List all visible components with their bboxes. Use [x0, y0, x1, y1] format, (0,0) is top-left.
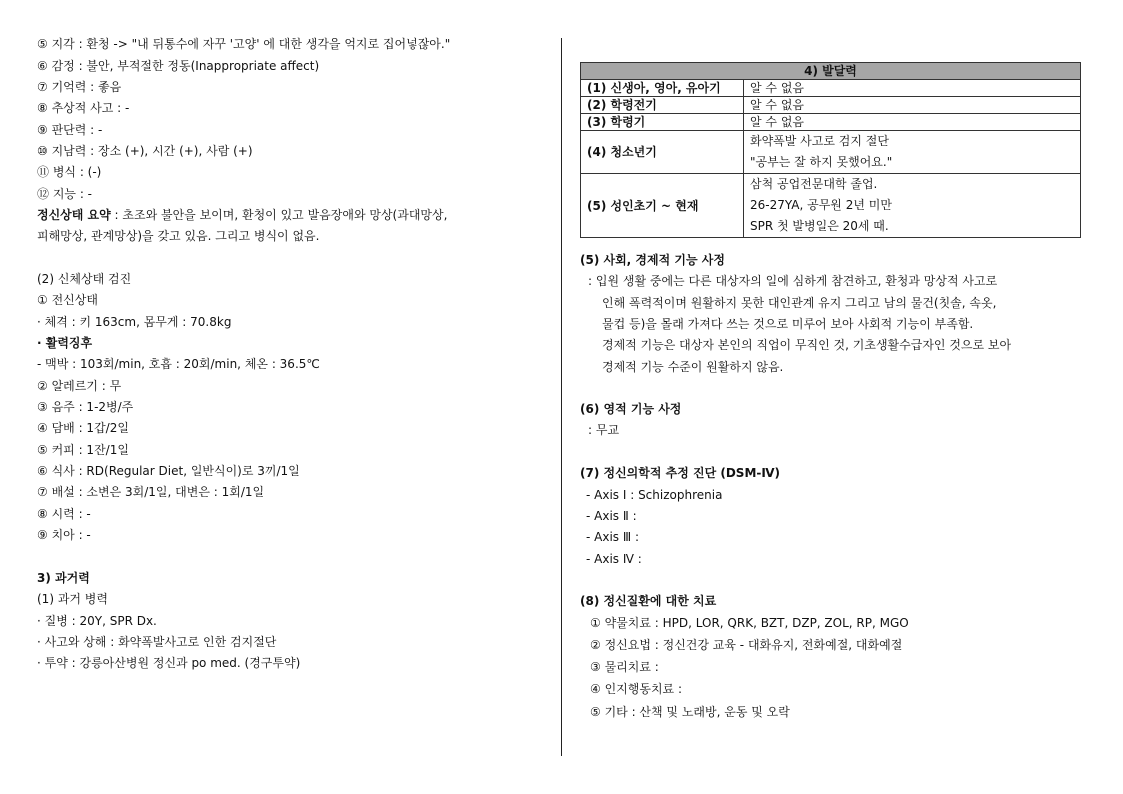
stage-label: (5) 성인초기 ~ 현재	[581, 174, 744, 238]
mental-summary-cont: 피해망상, 관계망상)을 갖고 있음. 그리고 병식이 없음.	[37, 229, 320, 243]
dsm-axis: - Axis Ⅲ :	[586, 530, 639, 544]
dsm-axis: - Axis Ⅱ :	[586, 509, 637, 523]
history-item: · 투약 : 강릉아산병원 정신과 po med. (경구투약)	[37, 656, 301, 670]
development-title: 4) 발달력	[581, 63, 1081, 80]
treatment-item: ⑤ 기타 : 산책 및 노래방, 운동 및 오락	[590, 705, 790, 719]
stage-value: 알 수 없음	[744, 97, 1081, 114]
physical-item: - 맥박 : 103회/min, 호흡 : 20회/min, 체온 : 36.5℃	[37, 357, 320, 371]
column-divider	[561, 38, 562, 756]
spiritual-text: : 무교	[588, 423, 620, 437]
stage-value-line: 26-27YA, 공무원 2년 미만	[750, 198, 892, 212]
mental-item: ⑪ 병식 : (-)	[37, 165, 102, 179]
physical-item: · 체격 : 키 163cm, 몸무게 : 70.8kg	[37, 315, 232, 329]
history-heading: 3) 과거력	[37, 571, 90, 585]
social-text: 경제적 기능은 대상자 본인의 직업이 무직인 것, 기초생활수급자인 것으로 보아	[602, 338, 1012, 352]
table-row	[581, 174, 1081, 238]
stage-value: 알 수 없음	[744, 114, 1081, 131]
physical-item: ② 알레르기 : 무	[37, 379, 122, 393]
stage-value-line: 화약폭발 사고로 검지 절단	[750, 134, 889, 148]
social-text: 물컵 등)을 몰래 가져다 쓰는 것으로 미루어 보아 사회적 기능이 부족함.	[602, 317, 974, 331]
table-row	[581, 131, 1081, 174]
stage-label: (1) 신생아, 영아, 유아기	[581, 80, 744, 97]
physical-item: ① 전신상태	[37, 293, 98, 307]
mental-item: ⑩ 지남력 : 장소 (+), 시간 (+), 사람 (+)	[37, 144, 253, 158]
spiritual-heading: (6) 영적 기능 사정	[580, 402, 682, 416]
treatment-item: ② 정신요법 : 정신건강 교육 - 대화유지, 전화예절, 대화예절	[590, 638, 903, 652]
table-row	[581, 80, 1081, 97]
physical-item: · 활력징후	[37, 336, 93, 350]
stage-value-line: "공부는 잘 하지 못했어요."	[750, 155, 893, 169]
stage-value: 알 수 없음	[744, 80, 1081, 97]
stage-label: (2) 학령전기	[581, 97, 744, 114]
summary-text: : 초조와 불안을 보이며, 환청이 있고 발음장애와 망상(과대망상,	[110, 208, 448, 222]
treatment-item: ③ 물리치료 :	[590, 660, 659, 674]
stage-value-line: SPR 첫 발병일은 20세 때.	[750, 219, 889, 233]
stage-label: (3) 학령기	[581, 114, 744, 131]
table-row	[581, 97, 1081, 114]
dsm-heading: (7) 정신의학적 추정 진단 (DSM-Ⅳ)	[580, 466, 781, 480]
physical-item: ⑦ 배설 : 소변은 3회/1일, 대변은 : 1회/1일	[37, 485, 265, 499]
physical-item: ⑥ 식사 : RD(Regular Diet, 일반식이)로 3끼/1일	[37, 464, 300, 478]
mental-item: ⑤ 지각 : 환청 -> "내 뒤통수에 자꾸 '고양' 에 대한 생각을 억지로 집어넣잖아."	[37, 37, 451, 51]
mental-item: ⑫ 지능 : -	[37, 187, 93, 201]
physical-item: ⑨ 치아 : -	[37, 528, 91, 542]
treatment-item: ① 약물치료 : HPD, LOR, QRK, BZT, DZP, ZOL, RP, MGO	[590, 616, 909, 630]
mental-item: ⑧ 추상적 사고 : -	[37, 101, 130, 115]
stage-value	[744, 174, 1081, 238]
treatment-item: ④ 인지행동치료 :	[590, 682, 682, 696]
physical-item: ⑧ 시력 : -	[37, 507, 91, 521]
physical-item: ③ 음주 : 1-2병/주	[37, 400, 134, 414]
social-text: : 입원 생활 중에는 다른 대상자의 일에 심하게 참견하고, 환청과 망상적 사고로	[588, 274, 998, 288]
mental-item: ⑥ 감정 : 불안, 부적절한 정동(Inappropriate affect)	[37, 59, 320, 73]
development-table	[580, 62, 1081, 238]
summary-label: 정신상태 요약	[37, 208, 111, 222]
mental-item: ⑦ 기억력 : 좋음	[37, 80, 122, 94]
dsm-axis: - Axis Ⅰ : Schizophrenia	[586, 488, 723, 502]
history-item: · 사고와 상해 : 화약폭발사고로 인한 검지절단	[37, 635, 277, 649]
social-text: 경제적 기능 수준이 원활하지 않음.	[602, 360, 784, 374]
stage-label: (4) 청소년기	[581, 131, 744, 174]
physical-item: ⑤ 커피 : 1잔/1일	[37, 443, 129, 457]
social-heading: (5) 사회, 경제적 기능 사정	[580, 253, 725, 267]
history-subheading: (1) 과거 병력	[37, 592, 108, 606]
mental-summary	[37, 207, 447, 223]
physical-item: ④ 담배 : 1갑/2일	[37, 421, 129, 435]
stage-value	[744, 131, 1081, 174]
history-item: · 질병 : 20Y, SPR Dx.	[37, 614, 157, 628]
stage-value-line: 삼척 공업전문대학 졸업.	[750, 177, 878, 191]
physical-heading: (2) 신체상태 검진	[37, 272, 132, 286]
mental-item: ⑨ 판단력 : -	[37, 123, 103, 137]
table-row	[581, 114, 1081, 131]
treatment-heading: (8) 정신질환에 대한 치료	[580, 594, 717, 608]
dsm-axis: - Axis Ⅳ :	[586, 552, 642, 566]
social-text: 인해 폭력적이며 원활하지 못한 대인관계 유지 그리고 남의 물건(칫솔, 속옷,	[602, 296, 997, 310]
